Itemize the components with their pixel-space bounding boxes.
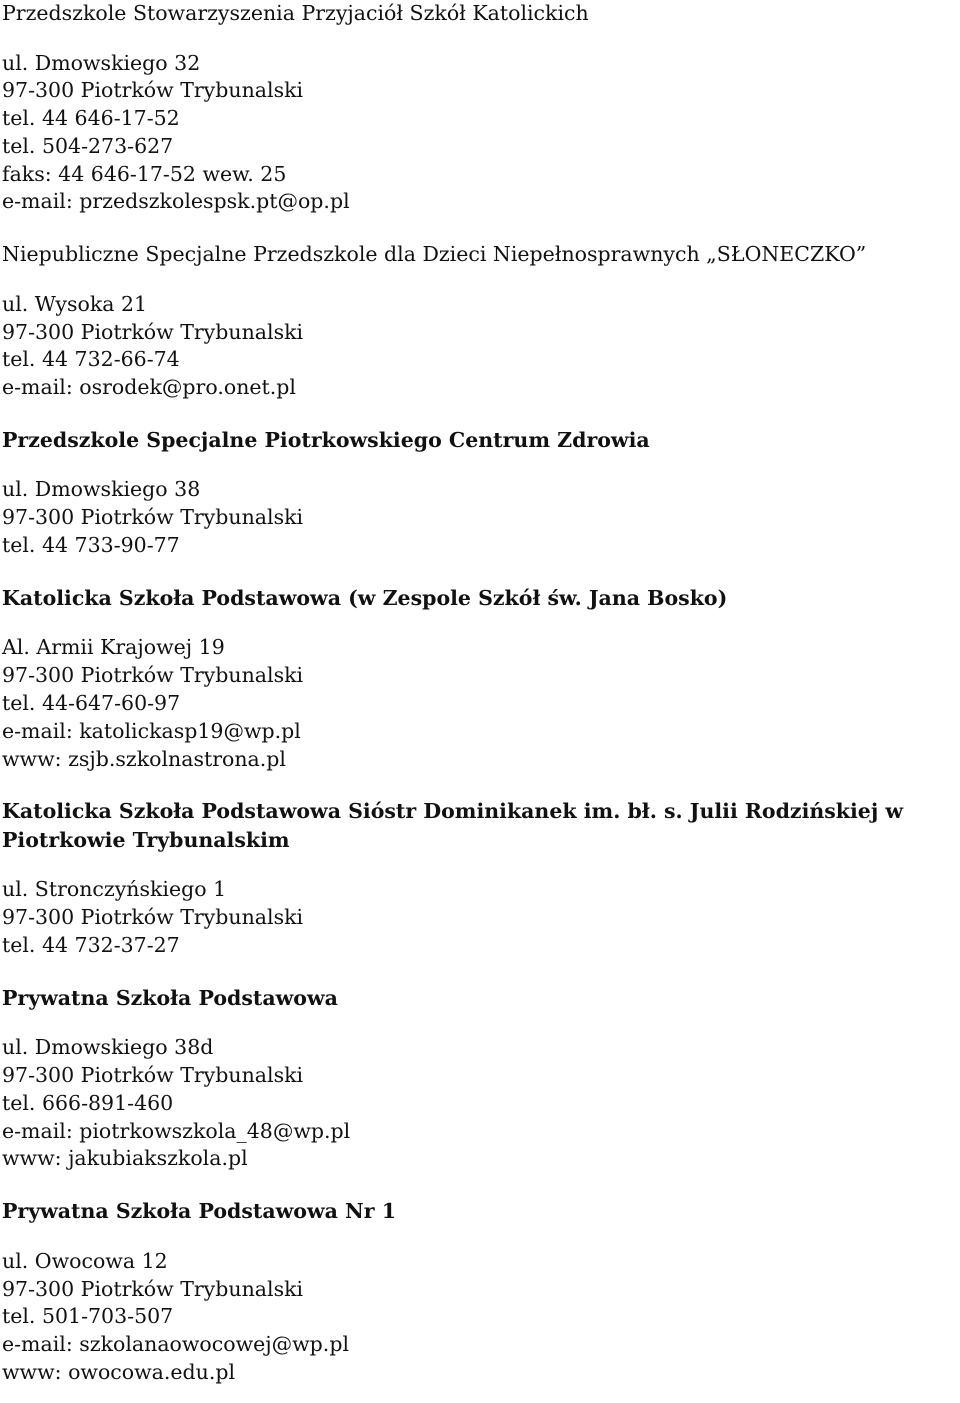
school-entry — [2, 1197, 960, 1386]
school-entry — [2, 797, 960, 959]
address-street: ul. Stronczyńskiego 1 — [2, 877, 227, 902]
address-street: ul. Wysoka 21 — [2, 291, 148, 316]
address-city: 97-300 Piotrków Trybunalski — [2, 78, 304, 103]
address-street: ul. Owocowa 12 — [2, 1248, 168, 1273]
entry-details — [2, 876, 960, 959]
phone: tel. 44-647-60-97 — [2, 690, 181, 715]
address-city: 97-300 Piotrków Trybunalski — [2, 505, 304, 530]
email: e-mail: przedszkolespsk.pt@op.pl — [2, 189, 350, 214]
entry-title: Katolicka Szkoła Podstawowa Sióstr Dominikanek im. bł. s. Julii Rodzińskiej w Piotrkowie Trybunalskim — [2, 799, 904, 852]
phone: tel. 501-703-507 — [2, 1304, 174, 1329]
entry-details — [2, 1034, 960, 1173]
phone: tel. 44 733-90-77 — [2, 533, 180, 558]
entry-title: Prywatna Szkoła Podstawowa Nr 1 — [2, 1199, 396, 1224]
entry-title: Prywatna Szkoła Podstawowa — [2, 985, 338, 1010]
entry-title: Katolicka Szkoła Podstawowa (w Zespole Szkół św. Jana Bosko) — [2, 585, 728, 610]
address-street: ul. Dmowskiego 38 — [2, 477, 201, 502]
website: www: zsjb.szkolnastrona.pl — [2, 746, 286, 771]
address-street: Al. Armii Krajowej 19 — [2, 635, 225, 660]
website: www: jakubiakszkola.pl — [2, 1146, 248, 1171]
school-entry — [2, 0, 960, 216]
entry-details — [2, 1248, 960, 1387]
entry-title: Przedszkole Stowarzyszenia Przyjaciół Szkół Katolickich — [2, 1, 589, 25]
address-city: 97-300 Piotrków Trybunalski — [2, 319, 304, 344]
entry-details — [2, 634, 960, 773]
phone: tel. 44 646-17-52 — [2, 106, 180, 131]
email: e-mail: osrodek@pro.onet.pl — [2, 375, 296, 400]
school-entry — [2, 240, 960, 402]
entry-details — [2, 291, 960, 402]
address-city: 97-300 Piotrków Trybunalski — [2, 663, 304, 688]
entry-details — [2, 50, 960, 217]
address-street: ul. Dmowskiego 38d — [2, 1035, 214, 1060]
address-city: 97-300 Piotrków Trybunalski — [2, 1276, 304, 1301]
address-street: ul. Dmowskiego 32 — [2, 50, 201, 75]
phone: tel. 504-273-627 — [2, 133, 174, 158]
school-entry — [2, 984, 960, 1173]
email: e-mail: katolickasp19@wp.pl — [2, 718, 301, 743]
entry-title: Przedszkole Specjalne Piotrkowskiego Centrum Zdrowia — [2, 427, 650, 452]
address-city: 97-300 Piotrków Trybunalski — [2, 1063, 304, 1088]
fax: faks: 44 646-17-52 wew. 25 — [2, 161, 287, 186]
entry-title: Niepubliczne Specjalne Przedszkole dla Dzieci Niepełnosprawnych „SŁONECZKO” — [2, 242, 867, 267]
school-entry — [2, 426, 960, 560]
email: e-mail: szkolanaowocowej@wp.pl — [2, 1332, 349, 1357]
entry-details — [2, 476, 960, 559]
email: e-mail: piotrkowszkola_48@wp.pl — [2, 1118, 351, 1143]
phone: tel. 44 732-66-74 — [2, 347, 180, 372]
school-entry — [2, 584, 960, 773]
address-city: 97-300 Piotrków Trybunalski — [2, 905, 304, 930]
phone: tel. 44 732-37-27 — [2, 932, 180, 957]
phone: tel. 666-891-460 — [2, 1090, 174, 1115]
website: www: owocowa.edu.pl — [2, 1359, 236, 1384]
